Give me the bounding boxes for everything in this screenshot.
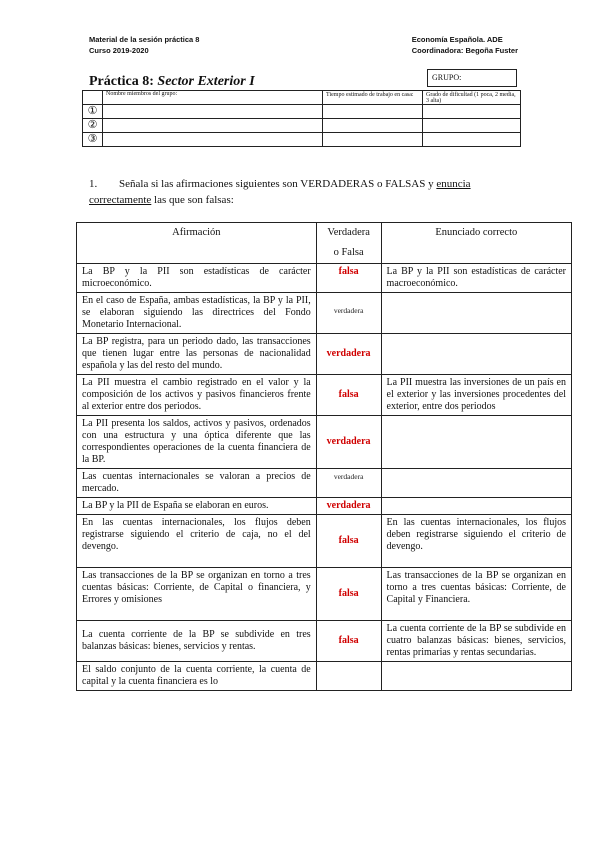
verdict-cell[interactable]: verdadera bbox=[316, 498, 381, 515]
table-row bbox=[77, 264, 572, 293]
table-row bbox=[77, 334, 572, 375]
verdict-cell[interactable]: falsa bbox=[316, 375, 381, 416]
affirmation-cell: En las cuentas internacionales, los flujos deben registrarse siguiendo el criterio de caja, no el del devengo. bbox=[77, 515, 317, 568]
members-row bbox=[83, 133, 521, 147]
verdict-cell[interactable]: verdadera bbox=[316, 416, 381, 469]
member-time-cell[interactable] bbox=[323, 119, 423, 133]
question-number: 1. bbox=[89, 178, 98, 190]
table-row bbox=[77, 469, 572, 498]
affirmation-cell: Las transacciones de la BP se organizan en torno a tres cuentas básicas: Corriente, de Capital o financiera, y Errores y omisiones bbox=[77, 568, 317, 621]
verdict-cell[interactable]: verdadera bbox=[316, 293, 381, 334]
header-left bbox=[89, 34, 199, 56]
verdict-cell[interactable] bbox=[316, 662, 381, 691]
affirmation-cell: La BP y la PII son estadísticas de carácter microeconómico. bbox=[77, 264, 317, 293]
members-col-time: Tiempo estimado de trabajo en casa: bbox=[323, 91, 423, 105]
member-difficulty-cell[interactable] bbox=[423, 119, 521, 133]
member-difficulty-cell[interactable] bbox=[423, 133, 521, 147]
members-header-row bbox=[83, 91, 521, 105]
table-row bbox=[77, 568, 572, 621]
answers-header-row bbox=[77, 223, 572, 264]
affirmation-cell: La PII presenta los saldos, activos y pasivos, ordenados con una estructura y una óptica diferente que las correspondientes operaciones de la cuenta financiera de la BP. bbox=[77, 416, 317, 469]
verdict-cell[interactable]: falsa bbox=[316, 621, 381, 662]
table-row bbox=[77, 498, 572, 515]
affirmation-cell: Las cuentas internacionales se valoran a precios de mercado. bbox=[77, 469, 317, 498]
table-row bbox=[77, 416, 572, 469]
grupo-label: GRUPO: bbox=[432, 73, 462, 82]
member-number: ③ bbox=[83, 133, 103, 147]
members-corner bbox=[83, 91, 103, 105]
members-col-difficulty: Grado de dificultad (1 poca, 2 media, 3 alta) bbox=[423, 91, 521, 105]
table-row bbox=[77, 515, 572, 568]
members-row bbox=[83, 119, 521, 133]
members-table bbox=[82, 90, 521, 147]
member-name-cell[interactable] bbox=[103, 105, 323, 119]
member-number: ① bbox=[83, 105, 103, 119]
question-text: Señala si las afirmaciones siguientes son VERDADERAS o FALSAS y bbox=[119, 178, 434, 190]
affirmation-cell: El saldo conjunto de la cuenta corriente, la cuenta de capital y la cuenta financiera es lo bbox=[77, 662, 317, 691]
correct-statement-cell[interactable]: La cuenta corriente de la BP se subdivide en cuatro balanzas básicas: bienes, servicios, rentas primarias y rentas secundarias. bbox=[381, 621, 571, 662]
header-verdict bbox=[316, 223, 381, 264]
verdict-cell[interactable]: falsa bbox=[316, 568, 381, 621]
correct-statement-cell[interactable]: La BP y la PII son estadísticas de carácter macroeconómico. bbox=[381, 264, 571, 293]
header-affirmation: Afirmación bbox=[77, 223, 317, 264]
header-verdict-line2: o Falsa bbox=[333, 247, 364, 258]
question-text-end: las que son falsas: bbox=[154, 194, 234, 206]
subject-label: Economía Española. ADE bbox=[411, 35, 503, 44]
header-right bbox=[412, 34, 518, 56]
material-label: Material de la sesión práctica 8 bbox=[89, 35, 200, 44]
question-underlined: enuncia correctamente bbox=[89, 178, 471, 206]
correct-statement-cell[interactable]: La PII muestra las inversiones de un país en el exterior y las inversiones procedentes del exterior, entre dos periodos bbox=[381, 375, 571, 416]
affirmation-cell: La BP y la PII de España se elaboran en euros. bbox=[77, 498, 317, 515]
correct-statement-cell[interactable]: En las cuentas internacionales, los flujos deben registrarse siguiendo el criterio de devengo. bbox=[381, 515, 571, 568]
correct-statement-cell[interactable] bbox=[381, 662, 571, 691]
correct-statement-cell[interactable]: Las transacciones de la BP se organizan en torno a tres cuentas básicas: Corriente, de Capital y Financiera. bbox=[381, 568, 571, 621]
course-label: Curso 2019-2020 bbox=[89, 46, 149, 55]
correct-statement-cell[interactable] bbox=[381, 293, 571, 334]
table-row bbox=[77, 293, 572, 334]
header-correct: Enunciado correcto bbox=[381, 223, 571, 264]
header-verdict-line1: Verdadera bbox=[327, 227, 370, 238]
answers-table bbox=[76, 222, 572, 691]
question-1 bbox=[89, 176, 529, 208]
title-subtitle: Sector Exterior I bbox=[157, 74, 255, 89]
affirmation-cell: La PII muestra el cambio registrado en el valor y la composición de los activos y pasivos financieros frente al exterior entre dos periodos. bbox=[77, 375, 317, 416]
verdict-cell[interactable]: verdadera bbox=[316, 334, 381, 375]
affirmation-cell: La BP registra, para un periodo dado, las transacciones que tienen lugar entre las personas de nacionalidad española y las del resto del mundo. bbox=[77, 334, 317, 375]
correct-statement-cell[interactable] bbox=[381, 416, 571, 469]
correct-statement-cell[interactable] bbox=[381, 498, 571, 515]
member-name-cell[interactable] bbox=[103, 133, 323, 147]
member-number: ② bbox=[83, 119, 103, 133]
affirmation-cell: En el caso de España, ambas estadísticas, la BP y la PII, se elaboran siguiendo las directrices del Fondo Monetario Internacional. bbox=[77, 293, 317, 334]
table-row bbox=[77, 375, 572, 416]
member-name-cell[interactable] bbox=[103, 119, 323, 133]
title-prefix: Práctica 8: bbox=[89, 74, 154, 89]
verdict-cell[interactable]: falsa bbox=[316, 264, 381, 293]
affirmation-cell: La cuenta corriente de la BP se subdivide en tres balanzas básicas: bienes, servicios y rentas. bbox=[77, 621, 317, 662]
member-time-cell[interactable] bbox=[323, 133, 423, 147]
member-time-cell[interactable] bbox=[323, 105, 423, 119]
grupo-field[interactable] bbox=[427, 69, 517, 87]
table-row bbox=[77, 621, 572, 662]
verdict-cell[interactable]: falsa bbox=[316, 515, 381, 568]
page-title bbox=[89, 74, 255, 90]
coordinator-label: Coordinadora: Begoña Fuster bbox=[411, 46, 518, 55]
verdict-cell[interactable]: verdadera bbox=[316, 469, 381, 498]
table-row bbox=[77, 662, 572, 691]
members-row bbox=[83, 105, 521, 119]
member-difficulty-cell[interactable] bbox=[423, 105, 521, 119]
members-col-names: Nombre miembros del grupo: bbox=[103, 91, 323, 105]
correct-statement-cell[interactable] bbox=[381, 469, 571, 498]
correct-statement-cell[interactable] bbox=[381, 334, 571, 375]
